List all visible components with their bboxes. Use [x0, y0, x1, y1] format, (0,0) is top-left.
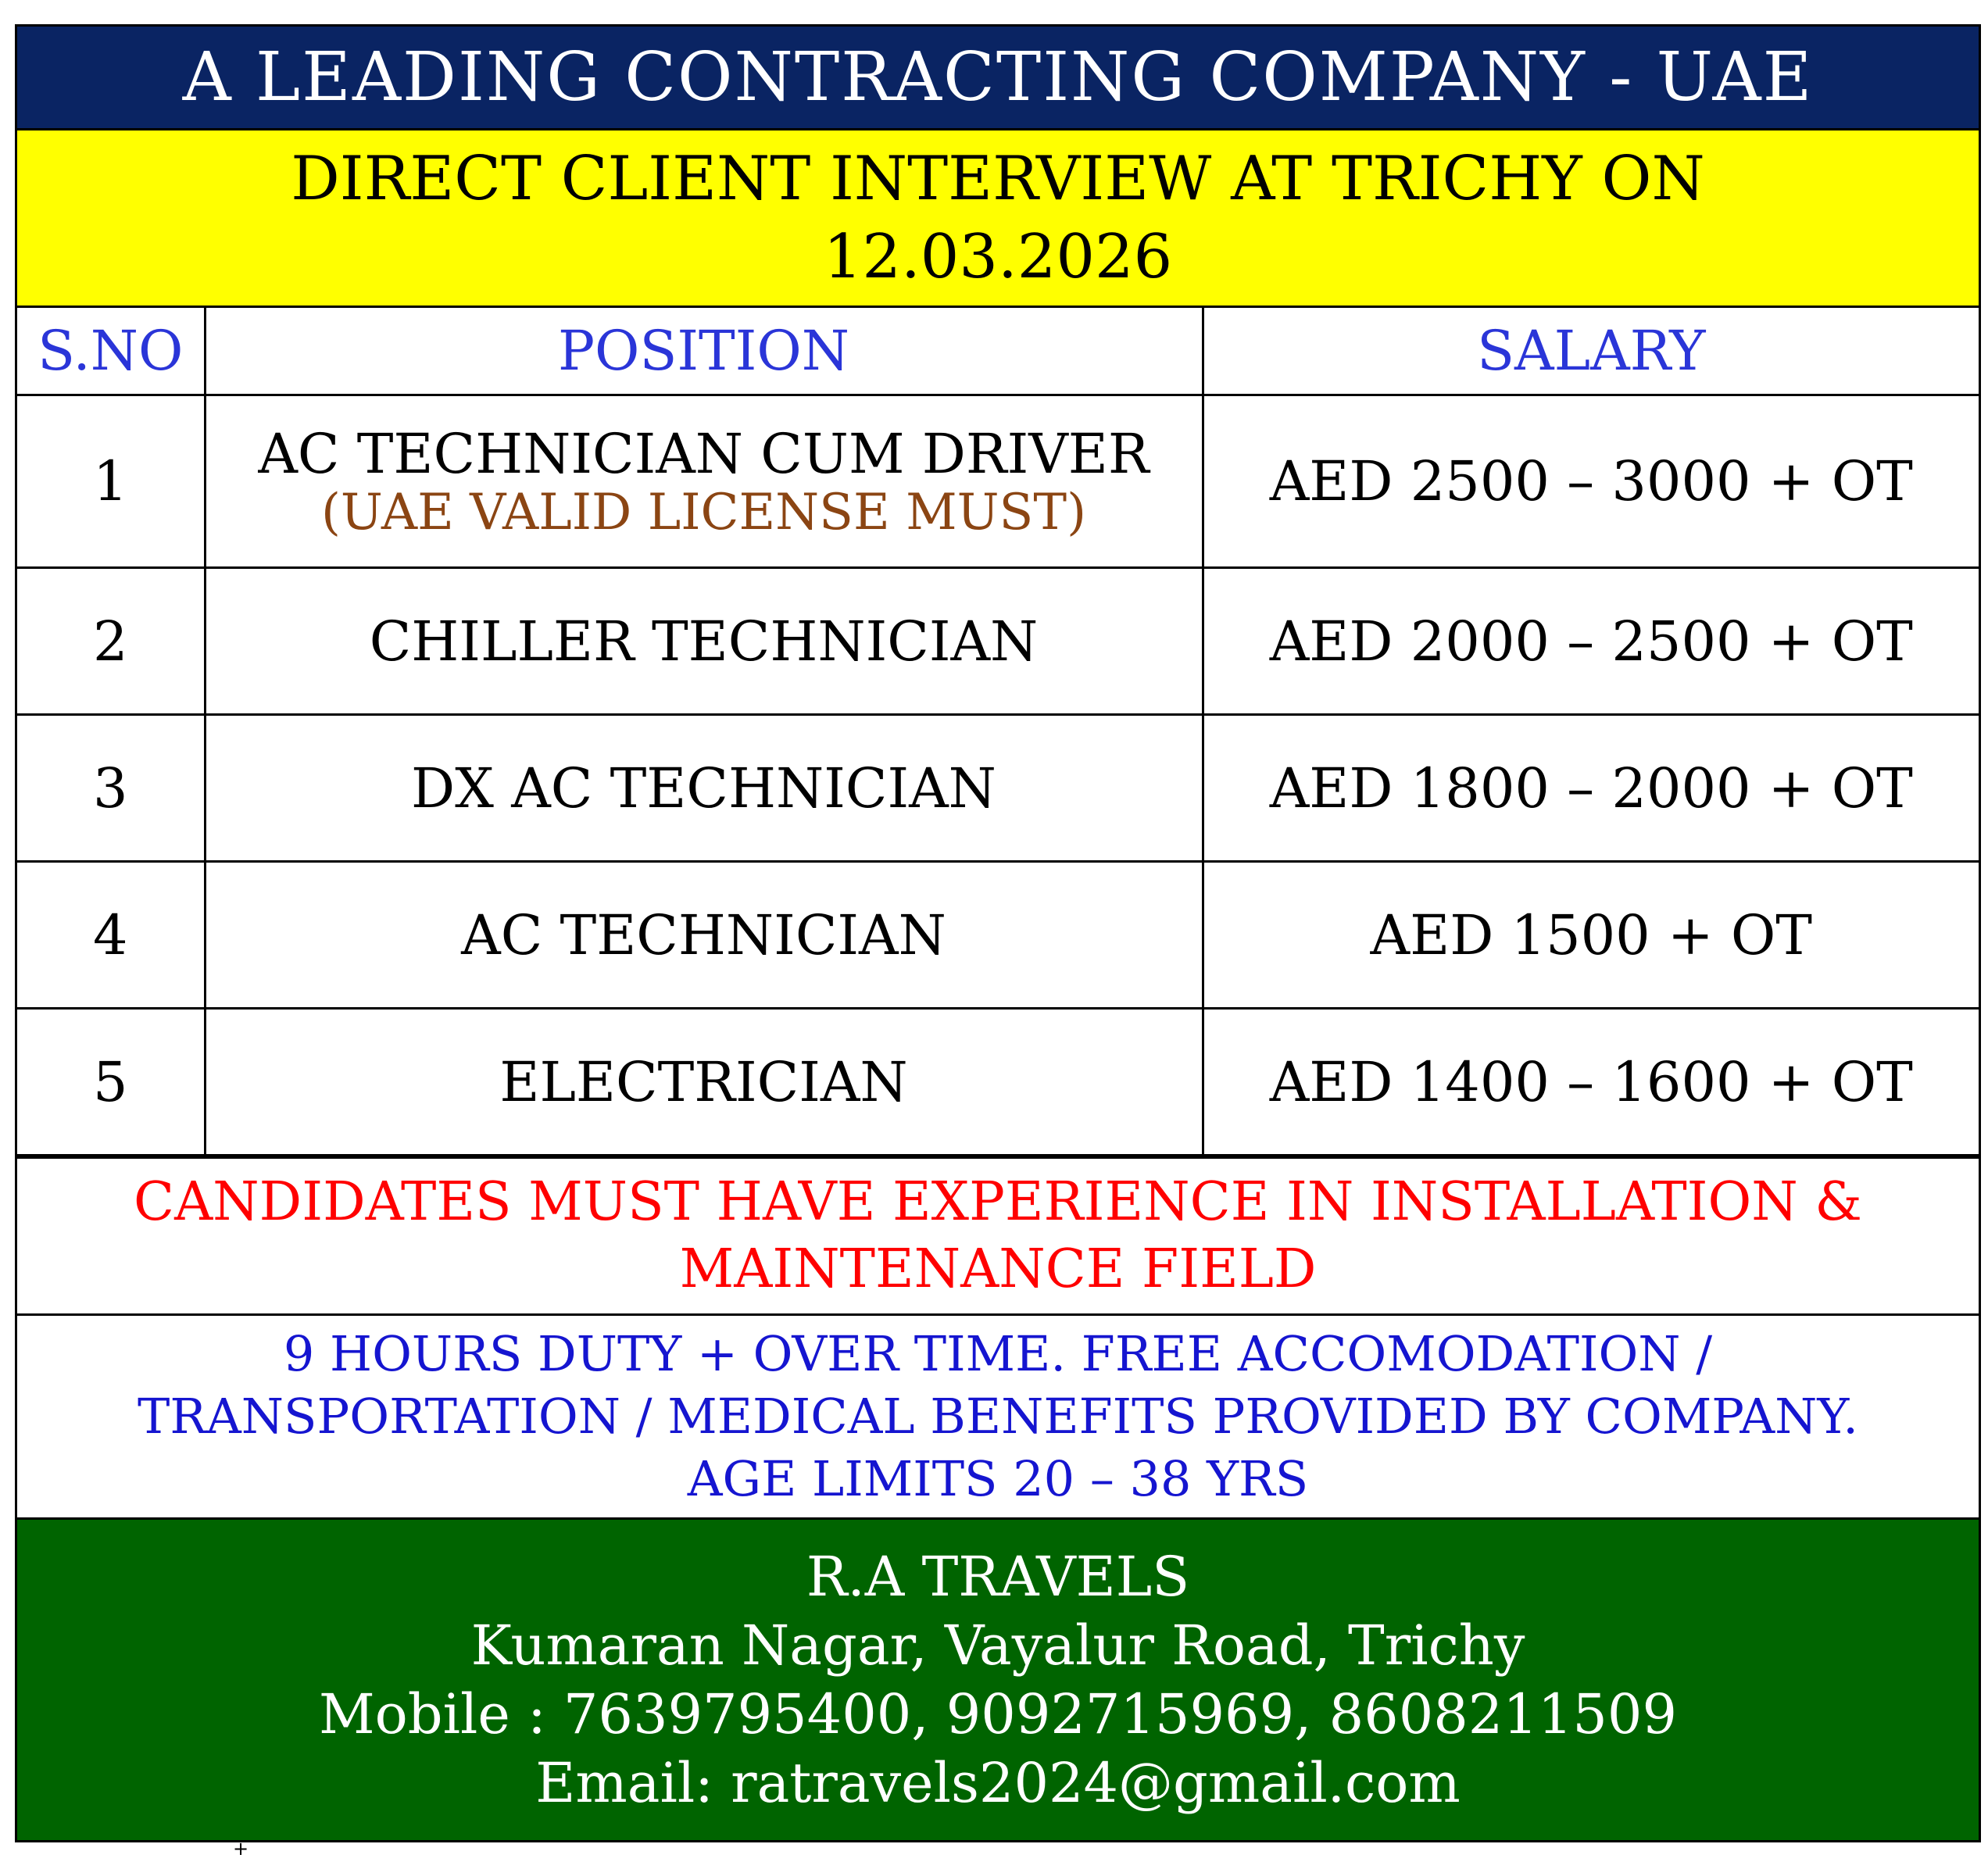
interview-line: DIRECT CLIENT INTERVIEW AT TRICHY ON: [291, 144, 1705, 214]
benefits-line: TRANSPORTATION / MEDICAL BENEFITS PROVIDED BY COMPANY.: [138, 1388, 1858, 1445]
column-header-sno: S.NO: [17, 308, 205, 395]
row-sno: 5: [17, 1009, 205, 1156]
job-advert-sheet: [15, 24, 1981, 1842]
table-row: [17, 715, 1979, 862]
agency-address: Kumaran Nagar, Vayalur Road, Trichy: [470, 1613, 1525, 1678]
row-sno: 2: [17, 568, 205, 715]
requirement-line: CANDIDATES MUST HAVE EXPERIENCE IN INSTALLATION &: [134, 1171, 1862, 1233]
row-salary: AED 2000 – 2500 + OT: [1203, 568, 1979, 715]
contact-section: [17, 1520, 1979, 1840]
row-position: CHILLER TECHNICIAN: [205, 568, 1203, 715]
row-position: AC TECHNICIAN CUM DRIVER: [258, 422, 1150, 486]
license-note: (UAE VALID LICENSE MUST): [320, 484, 1087, 541]
table-header-row: [17, 308, 1979, 395]
table-row: [17, 862, 1979, 1009]
email-address: Email: ratravels2024@gmail.com: [535, 1751, 1461, 1815]
interview-banner: [17, 130, 1979, 308]
company-title: A LEADING CONTRACTING COMPANY - UAE: [182, 38, 1814, 116]
benefits-section: [17, 1316, 1979, 1520]
row-position: ELECTRICIAN: [205, 1009, 1203, 1156]
requirement-line: MAINTENANCE FIELD: [679, 1238, 1317, 1300]
table-row: [17, 395, 1979, 568]
column-header-salary: SALARY: [1203, 308, 1979, 395]
column-header-position: POSITION: [205, 308, 1203, 395]
footer-mark: +: [233, 1838, 249, 1860]
agency-name: R.A TRAVELS: [806, 1545, 1190, 1609]
mobile-numbers: Mobile : 7639795400, 9092715969, 8608211509: [318, 1682, 1677, 1746]
row-salary: AED 1800 – 2000 + OT: [1203, 715, 1979, 862]
row-position: DX AC TECHNICIAN: [205, 715, 1203, 862]
interview-date: 12.03.2026: [823, 222, 1173, 292]
table-row: [17, 568, 1979, 715]
positions-table: [17, 308, 1979, 1156]
row-sno: 3: [17, 715, 205, 862]
row-position: AC TECHNICIAN: [205, 862, 1203, 1009]
company-title-banner: [17, 27, 1979, 130]
row-position-cell: [205, 395, 1203, 568]
table-row: [17, 1009, 1979, 1156]
row-sno: 1: [17, 395, 205, 568]
age-limit: AGE LIMITS 20 – 38 YRS: [687, 1450, 1309, 1507]
benefits-line: 9 HOURS DUTY + OVER TIME. FREE ACCOMODATION /: [283, 1325, 1713, 1382]
experience-requirement: [17, 1156, 1979, 1316]
row-salary: AED 1400 – 1600 + OT: [1203, 1009, 1979, 1156]
row-salary: AED 2500 – 3000 + OT: [1203, 395, 1979, 568]
row-salary: AED 1500 + OT: [1203, 862, 1979, 1009]
row-sno: 4: [17, 862, 205, 1009]
